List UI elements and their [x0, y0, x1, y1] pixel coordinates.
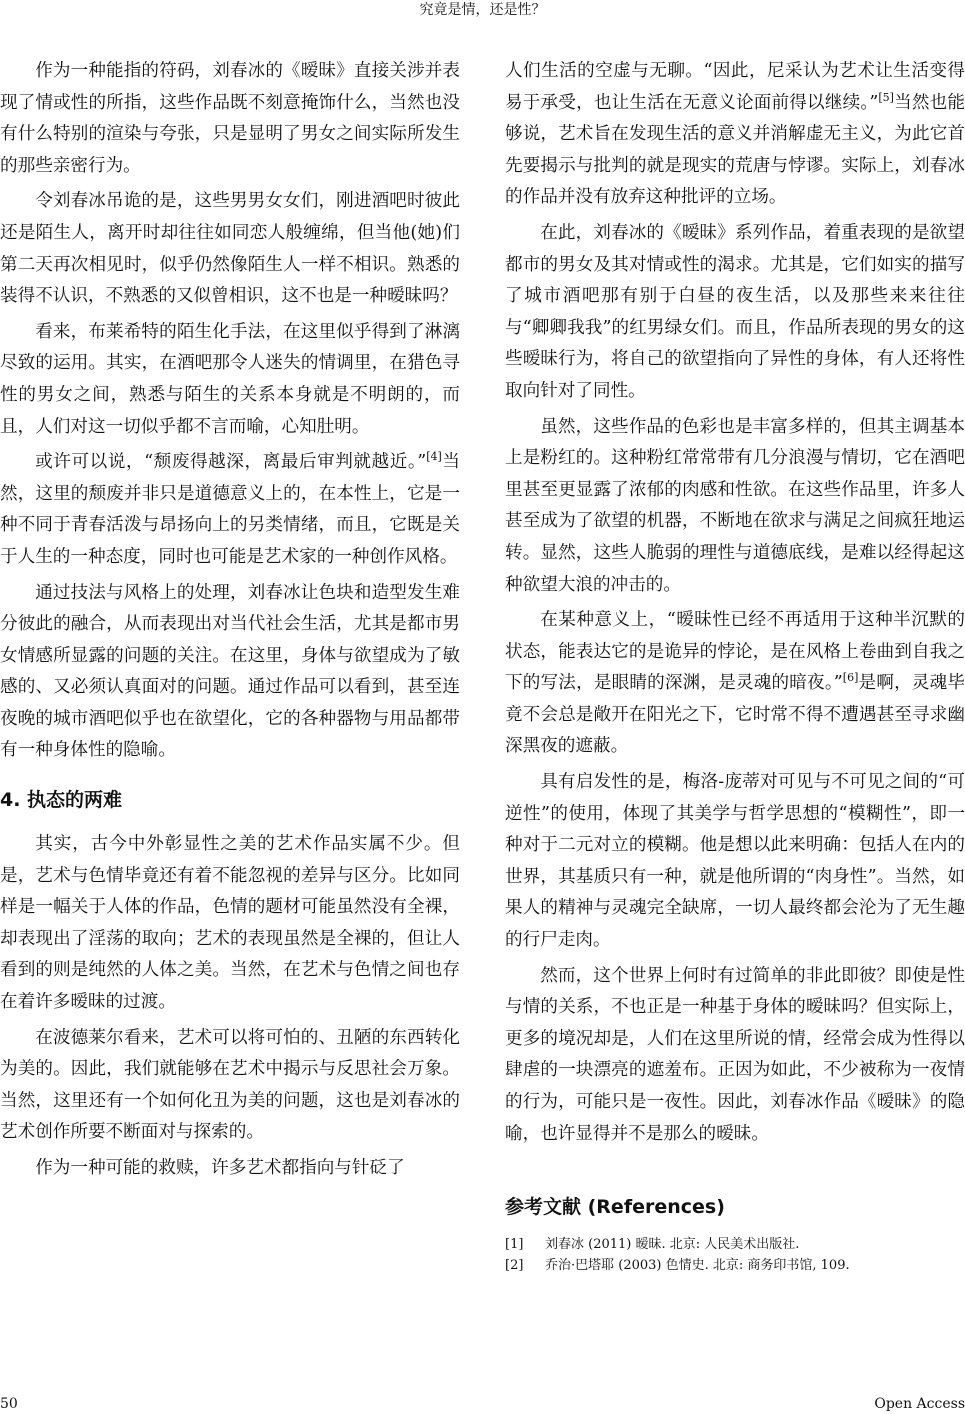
paragraph-text: 或许可以说，“颓废得越深，离最后审判就越近。”: [35, 452, 427, 473]
paragraph-text: 是啊，灵魂毕竟不会总是敞开在阳光之下，它时常不得不遭遇甚至寻求幽深黑夜的遮蔽。: [505, 673, 965, 757]
paragraph: 在波德莱尔看来，艺术可以将可怕的、丑陋的东西转化为美的。因此，我们就能够在艺术中揭示与反思社会万象。当然，这里还有一个如何化丑为美的问题，这也是刘春冰的艺术创作所要不断面对与探索的。: [0, 1027, 460, 1143]
reference-item: [505, 1255, 965, 1276]
reference-number: [1]: [505, 1237, 524, 1253]
paragraph: 具有启发性的是，梅洛-庞蒂对可见与不可见之间的“可逆性”的使用，体现了其美学与哲学思想的“模糊性”，即一种对于二元对立的模糊。他是想以此来明确：包括人在内的世界，其基质只有一种，就是他所谓的“肉身性”。当然，如果人的精神与灵魂完全缺席，一切人最终都会沦为了无生趣的行尸走肉。: [505, 772, 965, 951]
section-heading: 4. 执态的两难: [0, 789, 123, 812]
paragraph: [0, 447, 460, 573]
paragraph: 令刘春冰吊诡的是，这些男男女女们，刚进酒吧时彼此还是陌生人，离开时却往往如同恋人般缠绵，但当他(她)们第二天再次相见时，似乎仍然像陌生人一样不相识。熟悉的装得不认识，不熟悉的又似曾相识，这不也是一种暧昧吗？: [0, 191, 460, 307]
left-column: [0, 56, 460, 1189]
paragraph: [505, 56, 965, 214]
paragraph-text: 在某种意义上，“暧昧性已经不再适用于这种半沉默的状态，能表达它的是诡异的悖论，是在风格上卷曲到自我之下的写法，是眼睛的深渊，是灵魂的暗夜。”: [505, 610, 965, 694]
reference-number: [2]: [505, 1258, 524, 1274]
paragraph: [505, 605, 965, 763]
paragraph: 看来，布莱希特的陌生化手法，在这里似乎得到了淋漓尽致的运用。其实，在酒吧那令人迷失的情调里，在猎色寻性的男女之间，熟悉与陌生的关系本身就是不明朗的，而且，人们对这一切似乎都不言而喻，心知肚明。: [0, 321, 460, 437]
right-column: [505, 56, 965, 1276]
paragraph: 在此，刘春冰的《暧昧》系列作品，着重表现的是欲望都市的男女及其对情或性的渴求。尤其是，它们如实的描写了城市酒吧那有别于白昼的夜生活，以及那些来来往往与“卿卿我我”的红男绿女们。而且，作品所表现的男女的这些暧昧行为，将自己的欲望指向了异性的身体，有人还将性取向针对了同性。: [505, 222, 965, 401]
page-number: 50: [0, 1396, 18, 1412]
paragraph: 通过技法与风格上的处理，刘春冰让色块和造型发生难分彼此的融合，从而表现出对当代社会生活，尤其是都市男女情感所显露的问题的关注。在这里，身体与欲望成为了敏感的、又必须认真面对的问题。通过作品可以看到，甚至连夜晚的城市酒吧似乎也在欲望化，它的各种器物与用品都带有一种身体性的隐喻。: [0, 582, 460, 761]
paragraph: 其实，古今中外彰显性之美的艺术作品实属不少。但是，艺术与色情毕竟还有着不能忽视的差异与区分。比如同样是一幅关于人体的作品，色情的题材可能虽然没有全裸，却表现出了淫荡的取向；艺术的表现虽然是全裸的，但让人看到的则是纯然的人体之美。当然，在艺术与色情之间也存在着许多暧昧的过渡。: [0, 834, 460, 1013]
running-title: 究竟是情，还是性？: [419, 2, 546, 18]
paragraph-text: 当然，这里的颓废并非只是道德意义上的，在本性上，它是一种不同于青春活泼与昂扬向上的另类情绪，而且，它既是关于人生的一种态度，同时也可能是艺术家的一种创作风格。: [0, 452, 460, 567]
citation-ref[interactable]: [4]: [426, 450, 442, 464]
paragraph: 作为一种能指的符码，刘春冰的《暧昧》直接关涉并表现了情或性的所指，这些作品既不刻意掩饰什么，当然也没有什么特别的渲染与夸张，只是显明了男女之间实际所发生的那些亲密行为。: [0, 61, 460, 176]
reference-text: 刘春冰 (2011) 暧昧. 北京: 人民美术出版社.: [545, 1237, 800, 1253]
paragraph: 然而，这个世界上何时有过简单的非此即彼？即使是性与情的关系，不也正是一种基于身体的暧昧吗？但实际上，更多的境况却是，人们在这里所说的情，经常会成为性得以肆虐的一块漂亮的遮羞布。正因为如此，不少被称为一夜情的行为，可能只是一夜性。因此，刘春冰作品《暧昧》的隐喻，也许显得并不是那么的暧昧。: [505, 965, 965, 1144]
paragraph: 虽然，这些作品的色彩也是丰富多样的，但其主调基本上是粉红的。这种粉红常常带有几分浪漫与情切，它在酒吧里甚至更显露了浓郁的肉感和性欲。在这些作品里，许多人甚至成为了欲望的机器，不断地在欲求与满足之间疯狂地运转。显然，这些人脆弱的理性与道德底线，是难以经得起这种欲望大浪的冲击的。: [505, 416, 965, 595]
paragraph-text: 当然也能够说，艺术旨在发现生活的意义并消解虚无主义，为此它首先要揭示与批判的就是现实的荒唐与悖谬。实际上，刘春冰的作品并没有放弃这种批评的立场。: [505, 92, 965, 208]
citation-ref[interactable]: [5]: [878, 90, 894, 104]
paragraph-text: 人们生活的空虚与无聊。“因此，尼采认为艺术让生活变得易于承受，也让生活在无意义论面前得以继续。”: [505, 61, 965, 113]
reference-text: 乔治·巴塔耶 (2003) 色情史. 北京: 商务印书馆, 109.: [545, 1258, 850, 1274]
reference-item: [505, 1234, 965, 1255]
references-heading: 参考文献 (References): [505, 1196, 725, 1219]
paragraph: 作为一种可能的救赎，许多艺术都指向与针砭了: [35, 1158, 405, 1178]
citation-ref[interactable]: [6]: [842, 671, 859, 685]
publisher-label: Open Access: [874, 1396, 965, 1412]
